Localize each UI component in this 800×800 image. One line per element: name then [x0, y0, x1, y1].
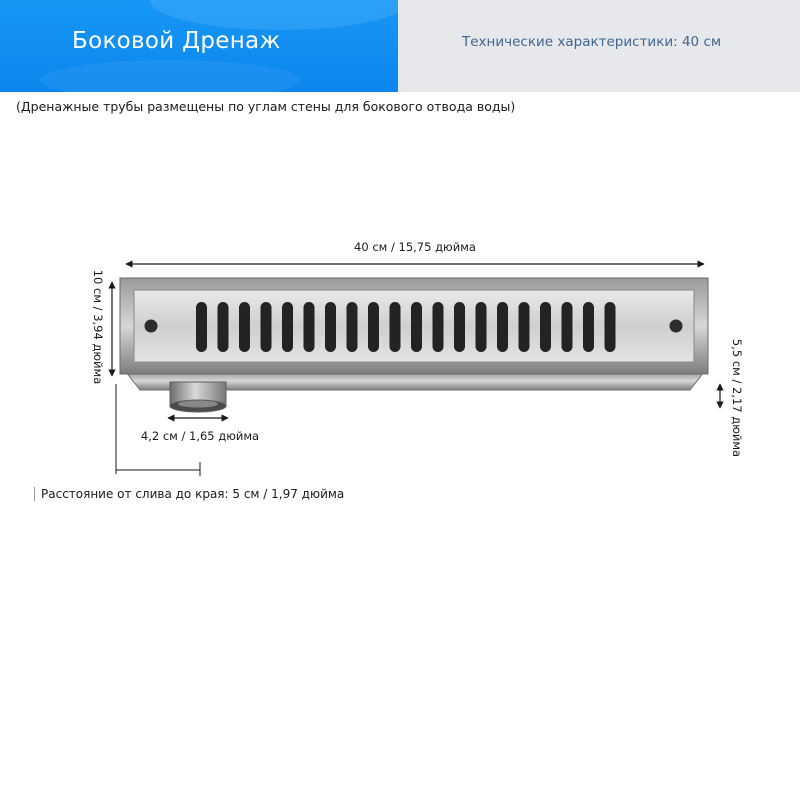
length-label: 40 см / 15,75 дюйма — [354, 240, 476, 254]
grate-slot — [196, 302, 207, 352]
grate-slot — [583, 302, 594, 352]
outlet-diameter-label: 4,2 см / 1,65 дюйма — [140, 429, 260, 443]
grate-slot — [454, 302, 465, 352]
subtitle: (Дренажные трубы размещены по углам стены для бокового отвода воды) — [16, 99, 516, 114]
grate-slot — [605, 302, 616, 352]
grate-slot — [218, 302, 229, 352]
grate-slot — [433, 302, 444, 352]
grate-slot — [390, 302, 401, 352]
screw-hole-right — [670, 320, 683, 333]
grate-slot — [368, 302, 379, 352]
page-title: Боковой Дренаж — [72, 28, 281, 54]
grate-slot — [540, 302, 551, 352]
grate-slot — [562, 302, 573, 352]
width-label: 10 см / 3,94 дюйма — [91, 269, 105, 385]
grate-slot — [304, 302, 315, 352]
linear-drain — [120, 278, 708, 390]
drain-outlet-pipe — [170, 382, 226, 412]
edge-distance-note: Расстояние от слива до края: 5 см / 1,97 дюйма — [34, 487, 344, 501]
grate-slot — [519, 302, 530, 352]
grate-slot — [411, 302, 422, 352]
grate-slot — [239, 302, 250, 352]
height-label: 5,5 см / 2,17 дюйма — [730, 338, 744, 458]
grate-slot — [347, 302, 358, 352]
grate-slot — [282, 302, 293, 352]
grate-slot — [261, 302, 272, 352]
grate-slot — [476, 302, 487, 352]
spec-label: Технические характеристики: 40 см — [462, 34, 722, 50]
screw-hole-left — [145, 320, 158, 333]
grate-slot — [497, 302, 508, 352]
grate-slot — [325, 302, 336, 352]
